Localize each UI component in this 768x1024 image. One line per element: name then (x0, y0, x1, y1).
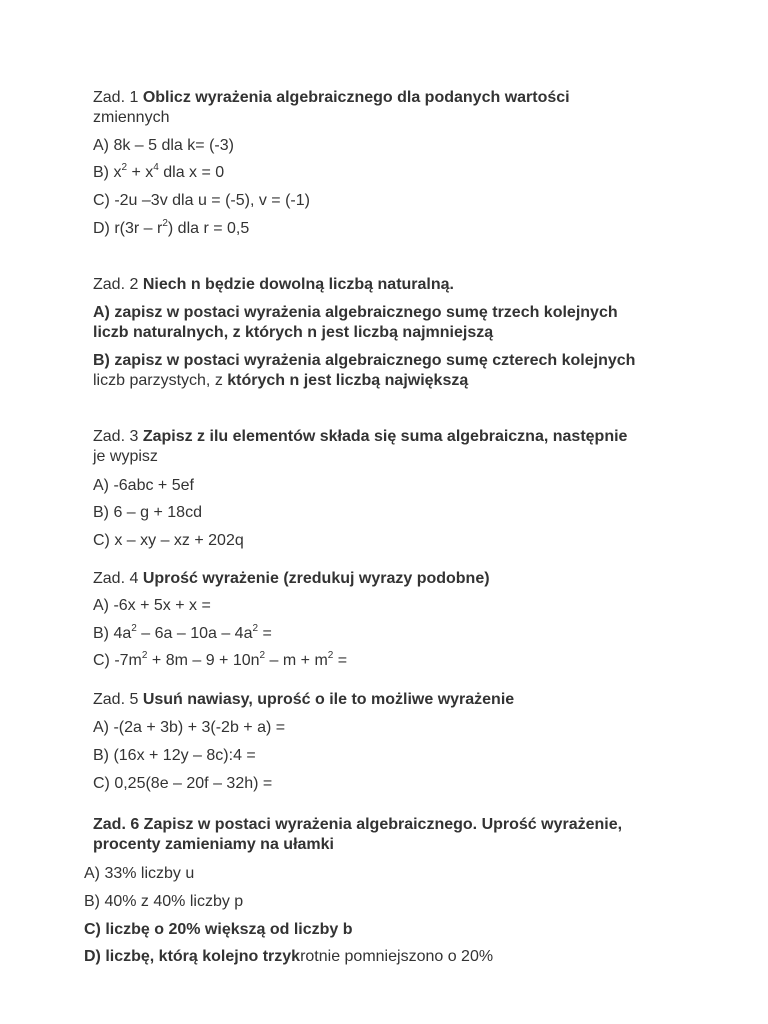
task-6-item-c: C) liczbę o 20% większą od liczby b (84, 921, 353, 938)
task-5-item-c: C) 0,25(8e – 20f – 32h) = (93, 775, 273, 792)
task-2-title: Niech n będzie dowolną liczbą naturalną. (142, 276, 454, 293)
task-3-heading (93, 427, 627, 447)
task-2-item-a-line1: A) zapisz w postaci wyrażenia algebraicznego sumę trzech kolejnych (93, 304, 618, 321)
exponent: 2 (121, 161, 128, 173)
task-4-label: Zad. 4 (93, 570, 139, 587)
task-1-title: Oblicz wyrażenia algebraicznego dla podanych wartości (142, 89, 570, 106)
exponent: 2 (259, 649, 266, 661)
text: B) x (93, 164, 122, 181)
text: rotnie pomniejszono o 20% (300, 948, 494, 965)
task-4-item-b (93, 624, 272, 644)
task-1-item-a: A) 8k – 5 dla k= (-3) (93, 137, 234, 154)
exponent: 2 (327, 649, 334, 661)
text: dla x = 0 (158, 164, 225, 181)
task-1-label: Zad. 1 (93, 89, 139, 106)
text: – 6a – 10a – 4a (136, 625, 253, 642)
task-4-heading (93, 569, 490, 589)
task-2-item-a-line2: liczb naturalnych, z których n jest liczbą najmniejszą (93, 324, 494, 341)
exponent: 2 (141, 649, 148, 661)
task-4-item-c (93, 651, 347, 671)
task-1-item-c: C) -2u –3v dla u = (-5), v = (-1) (93, 192, 310, 209)
task-3-item-a: A) -6abc + 5ef (93, 477, 194, 494)
text: = (333, 652, 348, 669)
task-3-item-c: C) x – xy – xz + 202q (93, 532, 244, 549)
task-1-item-d (93, 219, 249, 239)
text: D) r(3r – r (93, 220, 163, 237)
task-6-item-a: A) 33% liczby u (84, 865, 195, 882)
task-3-title: Zapisz z ilu elementów składa się suma algebraiczna, następnie (142, 428, 628, 445)
exponent: 2 (131, 622, 137, 634)
task-5-heading (93, 690, 514, 710)
task-5-item-a: A) -(2a + 3b) + 3(-2b + a) = (93, 719, 286, 736)
task-2-item-b-line1: B) zapisz w postaci wyrażenia algebraicznego sumę czterech kolejnych (93, 352, 636, 369)
text: = (258, 625, 272, 642)
text: liczb parzystych, z (93, 372, 228, 389)
exponent: 2 (252, 622, 259, 634)
task-5-item-b: B) (16x + 12y – 8c):4 = (93, 747, 256, 764)
task-1-heading (93, 88, 570, 108)
task-2-item-b-line2 (93, 371, 468, 391)
task-1-item-b (93, 163, 224, 183)
task-6-item-d (84, 947, 493, 967)
task-6-title-cont: procenty zamieniamy na ułamki (93, 836, 334, 853)
text: + 8m – 9 + 10n (147, 652, 260, 669)
task-3-label: Zad. 3 (93, 428, 139, 445)
exponent: 2 (162, 217, 168, 229)
text: C) -7m (93, 652, 142, 669)
text: ) dla r = 0,5 (167, 220, 250, 237)
task-2-heading (93, 275, 454, 295)
task-5-label: Zad. 5 (93, 691, 139, 708)
exponent: 4 (153, 161, 159, 173)
task-5-title: Usuń nawiasy, uprość o ile to możliwe wyrażenie (142, 691, 515, 708)
task-4-title: Uprość wyrażenie (zredukuj wyrazy podobne) (142, 570, 490, 587)
task-4-item-a: A) -6x + 5x + x = (93, 597, 211, 614)
text: B) 4a (93, 625, 132, 642)
text: – m + m (265, 652, 328, 669)
text: których n jest liczbą największą (227, 372, 469, 389)
task-3-item-b: B) 6 – g + 18cd (93, 504, 202, 521)
text: D) liczbę, którą kolejno trzyk (84, 948, 301, 965)
text: + x (127, 164, 154, 181)
task-6-heading: Zad. 6 Zapisz w postaci wyrażenia algebraicznego. Uprość wyrażenie, (93, 816, 623, 833)
task-3-title-cont: je wypisz (93, 448, 158, 465)
task-6-item-b: B) 40% z 40% liczby p (84, 893, 244, 910)
task-1-title-cont: zmiennych (93, 109, 170, 126)
task-2-label: Zad. 2 (93, 276, 139, 293)
